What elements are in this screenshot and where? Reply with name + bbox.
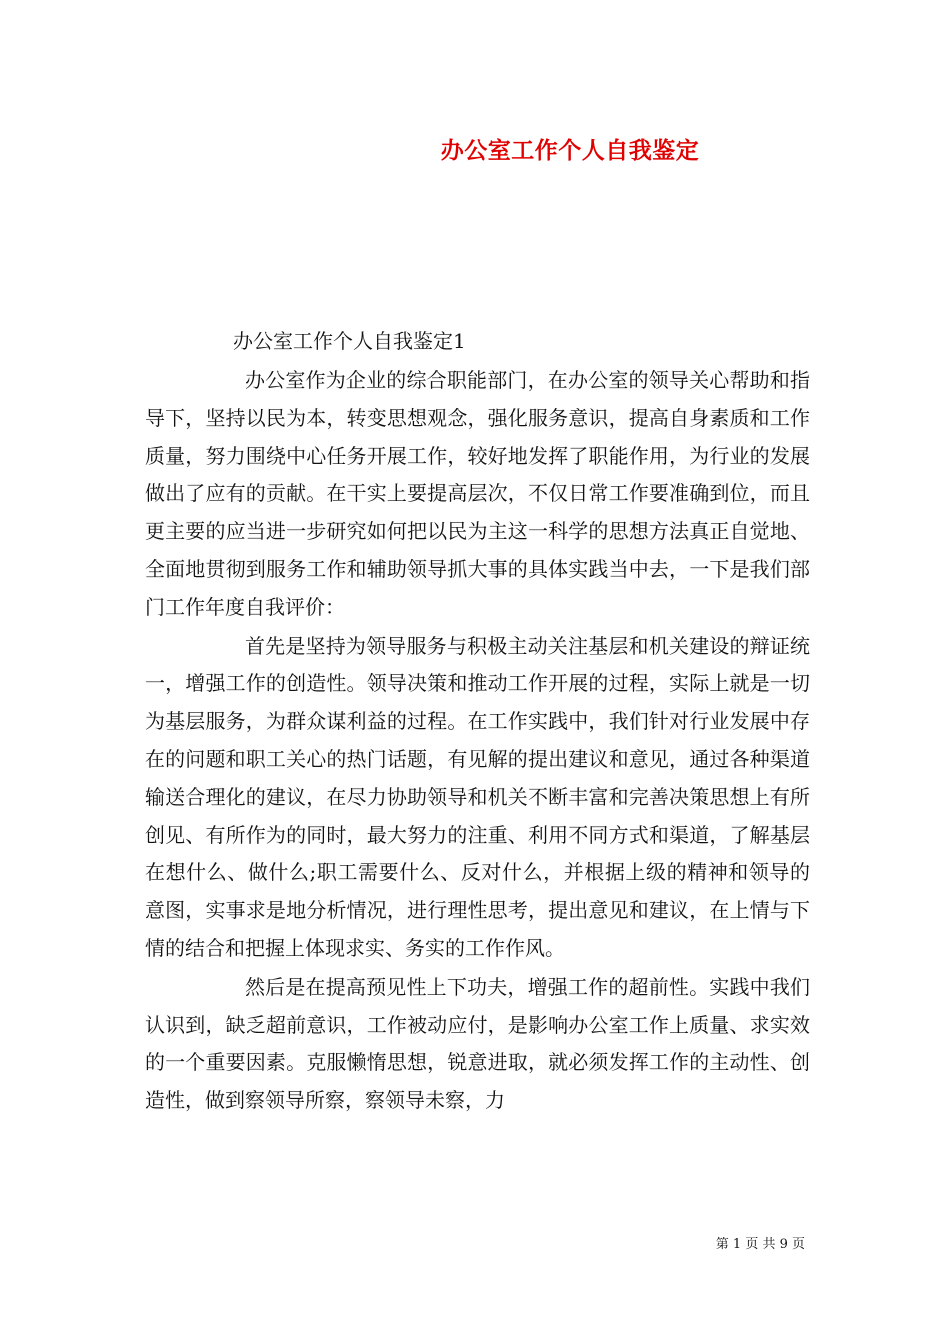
page-number-footer: 第 1 页 共 9 页 [715,1237,805,1252]
paragraph-2: 首先是坚持为领导服务与积极主动关注基层和机关建设的辩证统一，增强工作的创造性。领导决策和推动工作开展的过程，实际上就是一切为基层服务，为群众谋利益的过程。在工作实践中，我们针对行业发展中存在的问题和职工关心的热门话题，有见解的提出建议和意见，通过各种渠道输送合理化的建议，在尽力协助领导和机关不断丰富和完善决策思想上有所创见、有所作为的同时，最大努力的注重、利用不同方式和渠道，了解基层在想什么、做什么;职工需要什么、反对什么，并根据上级的精神和领导的意图，实事求是地分析情况，进行理性思考，提出意见和建议，在上情与下情的结合和把握上体现求实、务实的工作作风。 [145,633,810,960]
section-heading: 办公室工作个人自我鉴定1 [233,329,466,353]
paragraph-1: 办公室作为企业的综合职能部门，在办公室的领导关心帮助和指导下，坚持以民为本，转变思想观念，强化服务意识，提高自身素质和工作质量，努力围绕中心任务开展工作，较好地发挥了职能作用，为行业的发展做出了应有的贡献。在干实上要提高层次，不仅日常工作要准确到位，而且更主要的应当进一步研究如何把以民为主这一科学的思想方法真正自觉地、全面地贯彻到服务工作和辅助领导抓大事的具体实践当中去，一下是我们部门工作年度自我评价： [145,368,810,619]
paragraph-3: 然后是在提高预见性上下功夫，增强工作的超前性。实践中我们认识到，缺乏超前意识，工作被动应付，是影响办公室工作上质量、求实效的一个重要因素。克服懒惰思想，锐意进取，就必须发挥工作的主动性、创造性，做到察领导所察，察领导未察，力 [145,974,810,1113]
document-title: 办公室工作个人自我鉴定 [440,137,700,164]
document-body [145,362,810,1120]
